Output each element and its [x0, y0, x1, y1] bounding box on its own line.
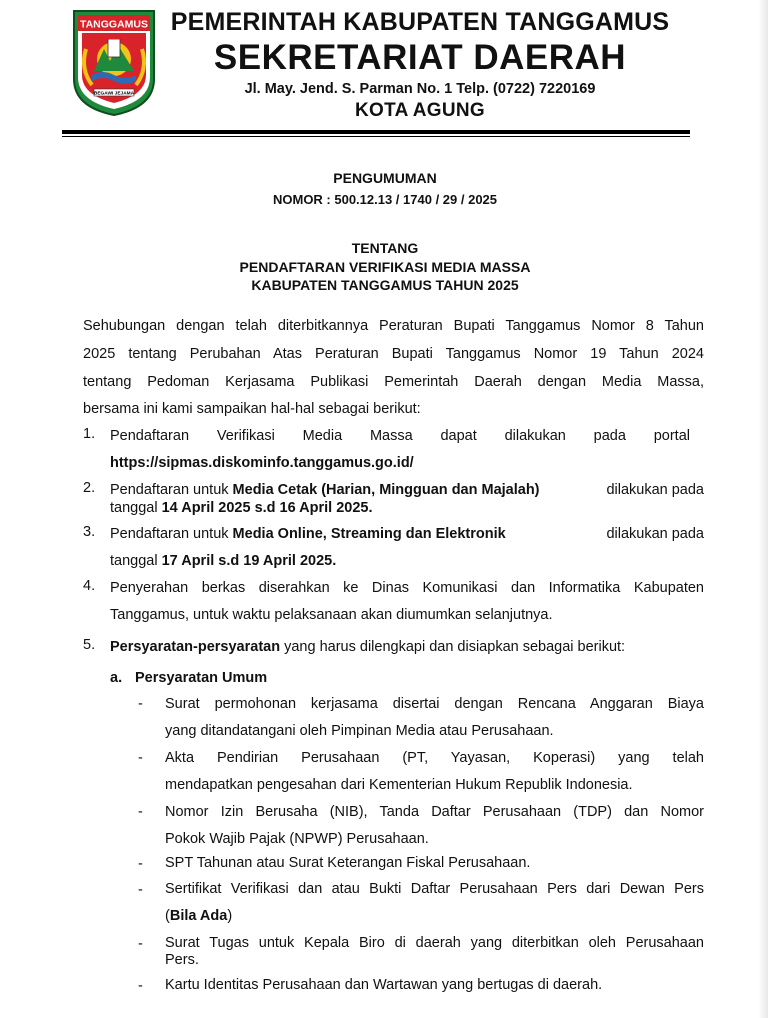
- item-5-text: [110, 637, 625, 658]
- bullet-3-line-2: Pokok Wajib Pajak (NPWP) Perusahaan.: [165, 831, 429, 847]
- bullet-3-line-1: Nomor Izin Berusaha (NIB), Tanda Daftar Perusahaan (TDP) dan Nomor: [165, 804, 704, 820]
- letterhead-address: Jl. May. Jend. S. Parman No. 1 Telp. (0722) 7220169: [244, 81, 596, 97]
- bullet-dash-6: -: [138, 936, 143, 952]
- bullet-5-bila-ada: Bila Ada: [169, 908, 228, 924]
- bullet-4-line-1: SPT Tahunan atau Surat Keterangan Fiskal Perusahaan.: [165, 855, 531, 871]
- letterhead-rule-thin: [62, 136, 690, 137]
- item-4-line-2: Tanggamus, untuk waktu pelaksanaan akan diumumkan selanjutnya.: [110, 607, 553, 623]
- sub-a-label: a.: [110, 670, 123, 686]
- bullet-6-line-1: Surat Tugas untuk Kepala Biro di daerah yang diterbitkan oleh Perusahaan: [165, 935, 704, 951]
- subject-line-1: PENDAFTARAN VERIFIKASI MEDIA MASSA: [239, 259, 531, 275]
- bullet-dash-7: -: [138, 978, 143, 994]
- item-5-suffix: yang harus dilengkapi dan disiapkan sebagai berikut:: [280, 639, 626, 655]
- bullet-dash-1: -: [138, 696, 143, 712]
- item-2-prefix: Pendaftaran untuk: [110, 482, 233, 498]
- item-3-prefix: Pendaftaran untuk: [110, 526, 233, 542]
- item-3-line-2: [110, 551, 336, 572]
- bullet-5-line-1: Sertifikat Verifikasi dan atau Bukti Daftar Perusahaan Pers dari Dewan Pers: [165, 881, 704, 897]
- item-1-text: Pendaftaran Verifikasi Media Massa dapat dilakukan pada portal: [110, 428, 690, 444]
- bullet-dash-4: -: [138, 856, 143, 872]
- announcement-heading: PENGUMUMAN: [333, 170, 437, 186]
- item-3-dates: 17 April s.d 19 April 2025.: [161, 553, 337, 569]
- subject-line-2: KABUPATEN TANGGAMUS TAHUN 2025: [251, 277, 519, 293]
- bullet-dash-5: -: [138, 882, 143, 898]
- item-number-5: 5.: [83, 637, 96, 653]
- letterhead-city: KOTA AGUNG: [354, 100, 485, 121]
- portal-link[interactable]: https://sipmas.diskominfo.tanggamus.go.id/: [110, 455, 414, 471]
- item-number-4: 4.: [83, 578, 96, 594]
- bullet-2-line-2: mendapatkan pengesahan dari Kementerian Hukum Republik Indonesia.: [165, 777, 633, 793]
- bullet-5-paren-open: (: [165, 908, 170, 924]
- item-number-1: 1.: [83, 426, 96, 442]
- about-heading: TENTANG: [351, 240, 419, 256]
- bullet-1-line-2: yang ditandatangani oleh Pimpinan Media atau Perusahaan.: [165, 723, 554, 739]
- logo-motto: BEGAWI JEJAMA: [93, 91, 135, 97]
- intro-line-1: Sehubungan dengan telah diterbitkannya Peraturan Bupati Tanggamus Nomor 8 Tahun: [83, 318, 704, 334]
- intro-line-2: 2025 tentang Perubahan Atas Peraturan Bupati Tanggamus Nomor 19 Tahun 2024: [83, 346, 704, 362]
- bullet-2-line-1: Akta Pendirian Perusahaan (PT, Yayasan, Koperasi) yang telah: [165, 750, 704, 766]
- bullet-dash-2: -: [138, 750, 143, 766]
- sub-a-title: Persyaratan Umum: [135, 670, 268, 686]
- bullet-1-line-1: Surat permohonan kerjasama disertai dengan Rencana Anggaran Biaya: [165, 696, 704, 712]
- item-2-dates: 14 April 2025 s.d 16 April 2025.: [161, 500, 373, 516]
- letterhead-secretariat: SEKRETARIAT DAERAH: [213, 38, 627, 77]
- bullet-dash-3: -: [138, 804, 143, 820]
- tanggamus-emblem-logo: [72, 9, 156, 117]
- intro-line-3: tentang Pedoman Kerjasama Publikasi Pemerintah Daerah dengan Media Massa,: [83, 374, 704, 390]
- item-4-line-1: Penyerahan berkas diserahkan ke Dinas Komunikasi dan Informatika Kabupaten: [110, 580, 704, 596]
- item-5-requirements: Persyaratan-persyaratan: [110, 639, 281, 655]
- item-number-3: 3.: [83, 524, 96, 540]
- item-2-date-prefix: tanggal: [110, 500, 162, 516]
- item-2-media-cetak: Media Cetak (Harian, Mingguan dan Majalah): [232, 482, 540, 498]
- letterhead-rule-thick: [62, 130, 690, 134]
- bullet-5-line-2: [165, 906, 232, 927]
- letterhead-government: PEMERINTAH KABUPATEN TANGGAMUS: [170, 8, 670, 36]
- bullet-6-line-2: Pers.: [165, 952, 199, 968]
- logo-text: TANGGAMUS: [79, 18, 149, 31]
- announcement-number: NOMOR : 500.12.13 / 1740 / 29 / 2025: [272, 192, 498, 207]
- item-3-line-1: [110, 524, 704, 545]
- item-2-line-2: [110, 498, 373, 519]
- item-number-2: 2.: [83, 480, 96, 496]
- intro-line-4: bersama ini kami sampaikan hal-hal sebagai berikut:: [83, 401, 421, 417]
- bullet-7-line-1: Kartu Identitas Perusahaan dan Wartawan yang bertugas di daerah.: [165, 977, 603, 993]
- item-3-media-online: Media Online, Streaming dan Elektronik: [232, 526, 506, 542]
- item-2-suffix: dilakukan pada: [606, 482, 704, 498]
- bullet-5-paren-close: ): [227, 908, 233, 924]
- item-3-date-prefix: tanggal: [110, 553, 162, 569]
- item-3-suffix: dilakukan pada: [606, 526, 704, 542]
- page-edge-shadow: [758, 0, 768, 1018]
